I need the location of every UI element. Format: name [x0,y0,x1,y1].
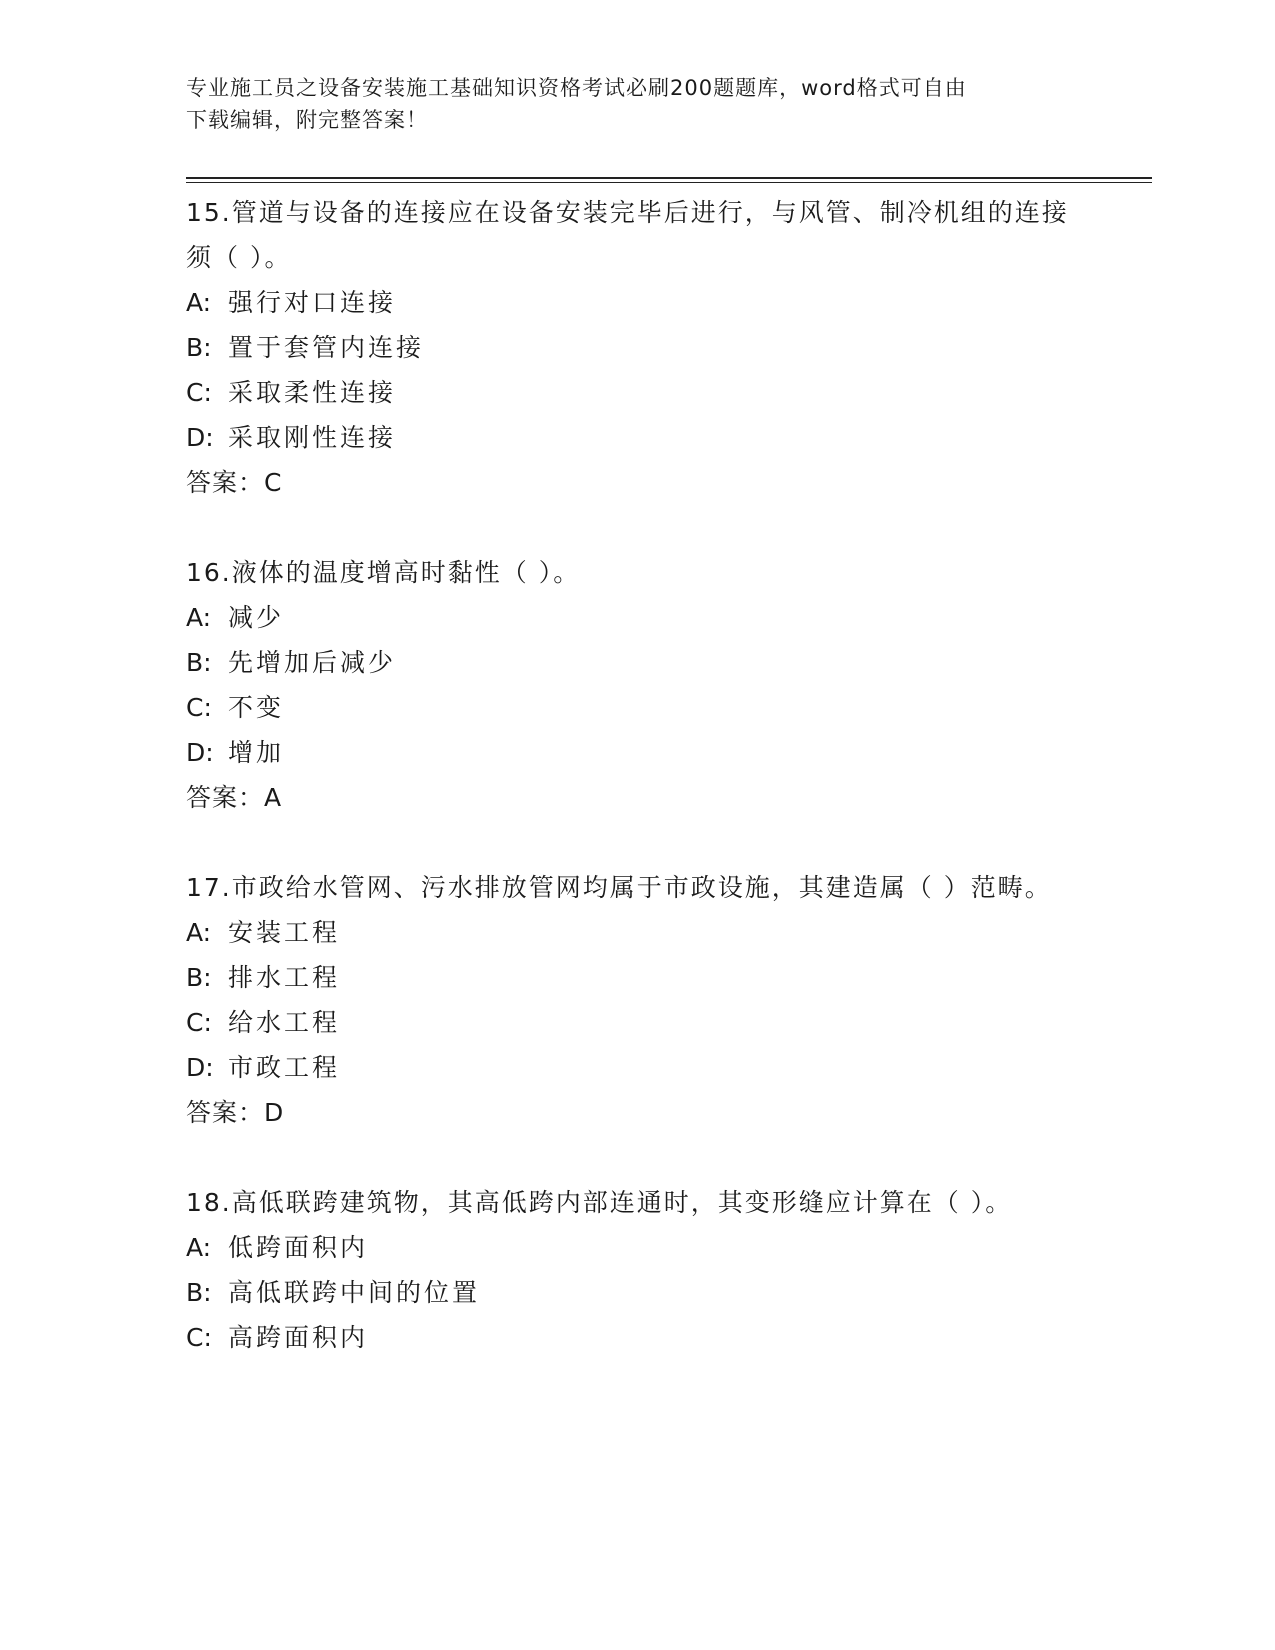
option-a [186,1225,1086,1270]
option-letter: D: [186,738,214,767]
option-text: 高跨面积内 [228,1323,369,1352]
option-letter: B: [186,963,212,992]
question-text: 17.市政给水管网、污水排放管网均属于市政设施，其建造属（ ）范畴。 [186,873,1052,902]
option-d [186,415,1086,460]
option-b [186,1270,1086,1315]
option-text: 高低联跨中间的位置 [228,1278,481,1307]
option-text: 不变 [228,693,285,722]
option-letter: B: [186,333,212,362]
answer-line: 答案：C [186,468,283,497]
option-c [186,370,1086,415]
option-text: 先增加后减少 [228,648,397,677]
option-letter: D: [186,423,214,452]
option-d [186,730,1086,775]
option-a [186,595,1086,640]
question-text: 15.管道与设备的连接应在设备安装完毕后进行，与风管、制冷机组的连接须（ ）。 [186,198,1069,272]
answer-line: 答案：A [186,783,283,812]
option-text: 市政工程 [228,1053,341,1082]
document-header [186,72,1066,136]
option-letter: B: [186,1278,212,1307]
header-line-1: 专业施工员之设备安装施工基础知识资格考试必刷200题题库，word格式可自由 [186,76,967,100]
option-text: 安装工程 [228,918,341,947]
question-16 [186,550,1086,820]
header-divider [186,177,1152,183]
option-text: 采取柔性连接 [228,378,397,407]
option-b [186,325,1086,370]
option-c [186,1000,1086,1045]
option-c [186,1315,1086,1360]
answer-line: 答案：D [186,1098,285,1127]
option-letter: C: [186,693,212,722]
option-letter: C: [186,1323,212,1352]
option-d [186,1045,1086,1090]
option-letter: A: [186,1233,212,1262]
question-18 [186,1180,1086,1360]
option-text: 增加 [228,738,285,767]
option-text: 强行对口连接 [228,288,397,317]
option-letter: D: [186,1053,214,1082]
option-letter: A: [186,288,212,317]
question-text: 16.液体的温度增高时黏性（ ）。 [186,558,581,587]
option-text: 低跨面积内 [228,1233,369,1262]
option-letter: C: [186,378,212,407]
option-letter: B: [186,648,212,677]
question-list [186,190,1086,1405]
option-letter: A: [186,918,212,947]
option-a [186,910,1086,955]
option-text: 给水工程 [228,1008,341,1037]
option-b [186,955,1086,1000]
option-a [186,280,1086,325]
option-text: 置于套管内连接 [228,333,425,362]
option-text: 排水工程 [228,963,341,992]
question-15 [186,190,1086,505]
option-text: 采取刚性连接 [228,423,397,452]
question-text: 18.高低联跨建筑物，其高低跨内部连通时，其变形缝应计算在（ ）。 [186,1188,1013,1217]
option-c [186,685,1086,730]
option-b [186,640,1086,685]
header-line-2: 下载编辑，附完整答案！ [186,108,428,132]
question-17 [186,865,1086,1135]
option-letter: A: [186,603,212,632]
option-text: 减少 [228,603,285,632]
option-letter: C: [186,1008,212,1037]
